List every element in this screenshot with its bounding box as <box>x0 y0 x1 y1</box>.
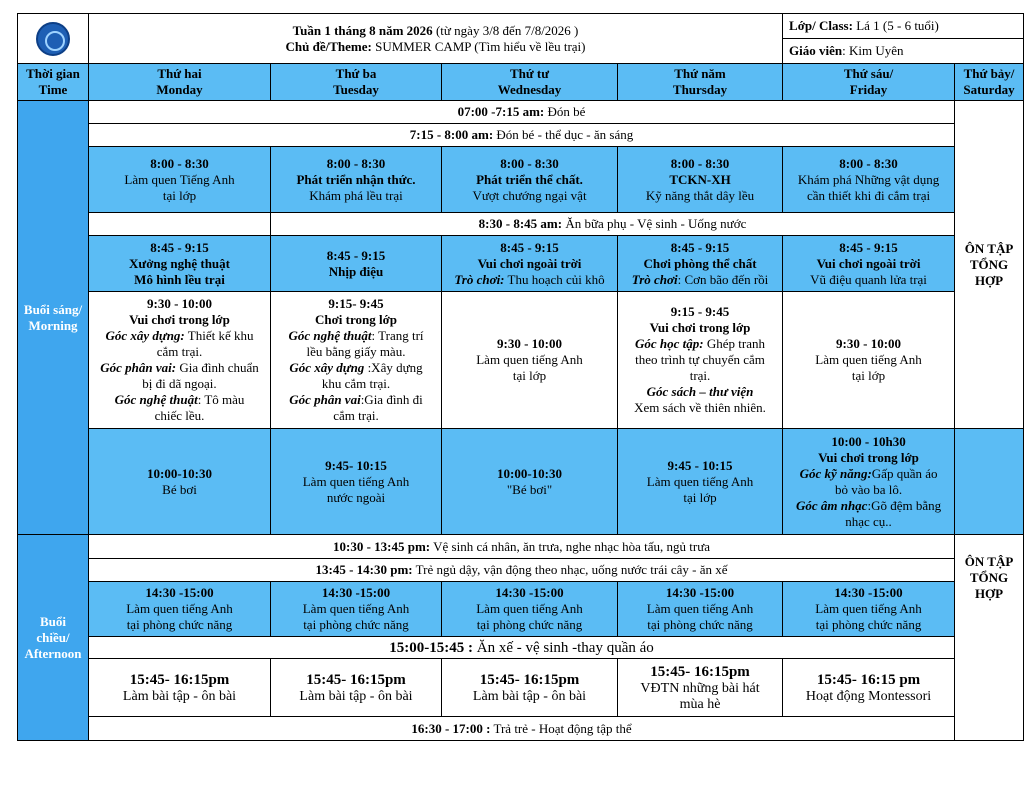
row-1030: 10:30 - 13:45 pm: Vệ sinh cá nhân, ăn trưa, nghe nhạc hòa tấu, ngủ trưa <box>89 535 955 559</box>
col-header-saturday: Thứ bảy/ Saturday <box>955 64 1024 101</box>
cell-0930-wednesday: 9:30 - 10:00 Làm quen tiếng Anh tại lớp <box>442 292 618 429</box>
cell-1545-friday: 15:45- 16:15 pm Hoạt động Montessori <box>783 659 955 717</box>
saturday-1000-blank <box>955 429 1024 535</box>
saturday-morning-review: ÔN TẬP TỔNG HỢP <box>955 101 1024 429</box>
row-0830: 8:30 - 8:45 am: Ăn bữa phụ - Vệ sinh - Uống nước <box>271 213 955 236</box>
cell-1000-wednesday: 10:00-10:30 "Bé bơi" <box>442 429 618 535</box>
class-value: Lá 1 (5 - 6 tuổi) <box>856 18 939 33</box>
cell-1545-monday: 15:45- 16:15pm Làm bài tập - ôn bài <box>89 659 271 717</box>
cell-0845-monday: 8:45 - 9:15 Xưởng nghệ thuật Mô hình lều trại <box>89 236 271 292</box>
col-header-wednesday: Thứ tư Wednesday <box>442 64 618 101</box>
row-1500: 15:00-15:45 : Ăn xế - vệ sinh -thay quần áo <box>89 637 955 659</box>
row-0715: 7:15 - 8:00 am: Đón bé - thể dục - ăn sáng <box>89 124 955 147</box>
row-1345: 13:45 - 14:30 pm: Trẻ ngủ dậy, vận động theo nhạc, uống nước trái cây - ăn xế <box>89 559 955 582</box>
cell-0800-monday: 8:00 - 8:30 Làm quen Tiếng Anh tại lớp <box>89 147 271 213</box>
teacher-value: : Kim Uyên <box>842 43 904 58</box>
row-0830-blank <box>89 213 271 236</box>
cell-0930-friday: 9:30 - 10:00 Làm quen tiếng Anh tại lớp <box>783 292 955 429</box>
cell-1430-friday: 14:30 -15:00 Làm quen tiếng Anh tại phòng chức năng <box>783 582 955 637</box>
cell-1430-wednesday: 14:30 -15:00 Làm quen tiếng Anh tại phòng chức năng <box>442 582 618 637</box>
cell-0845-tuesday: 8:45 - 9:15 Nhịp điệu <box>271 236 442 292</box>
cell-0945-tuesday: 9:45- 10:15 Làm quen tiếng Anh nước ngoài <box>271 429 442 535</box>
class-label: Lớp/ Class: <box>789 18 853 33</box>
col-header-time: Thời gian Time <box>18 64 89 101</box>
saturday-afternoon-review: ÔN TẬP TỔNG HỢP <box>955 535 1024 741</box>
cell-1545-tuesday: 15:45- 16:15pm Làm bài tập - ôn bài <box>271 659 442 717</box>
theme-label: Chủ đề/Theme: <box>285 38 372 54</box>
col-header-monday: Thứ hai Monday <box>89 64 271 101</box>
cell-1000-friday: 10:00 - 10h30 Vui chơi trong lớp Góc kỹ năng:Gấp quần áo bỏ vào ba lô. Góc âm nhạc:Gõ đệm bằng nhạc cụ.. <box>783 429 955 535</box>
cell-0800-thursday: 8:00 - 8:30 TCKN-XH Kỹ năng thắt dây lều <box>618 147 783 213</box>
week-title: Tuần 1 tháng 8 năm 2026 <box>292 22 433 38</box>
week-header <box>89 14 783 64</box>
class-cell <box>783 14 1024 39</box>
col-header-thursday: Thứ năm Thursday <box>618 64 783 101</box>
teacher-cell <box>783 39 1024 64</box>
row-0700: 07:00 -7:15 am: Đón bé <box>89 101 955 124</box>
cell-1430-tuesday: 14:30 -15:00 Làm quen tiếng Anh tại phòng chức năng <box>271 582 442 637</box>
cell-0800-wednesday: 8:00 - 8:30 Phát triển thể chất. Vượt chướng ngại vật <box>442 147 618 213</box>
cell-0930-monday: 9:30 - 10:00 Vui chơi trong lớp Góc xây dựng: Thiết kế khu cắm trại. Góc phân vai: Gia đình chuẩn bị đi dã ngoại. Góc nghệ thuật: Tô màu chiếc lều. <box>89 292 271 429</box>
school-logo-cell <box>18 14 89 64</box>
col-header-tuesday: Thứ ba Tuesday <box>271 64 442 101</box>
session-afternoon: Buổi chiều/ Afternoon <box>18 535 89 741</box>
row-1630: 16:30 - 17:00 : Trả trẻ - Hoạt động tập thể <box>89 717 955 741</box>
cell-1000-monday: 10:00-10:30 Bé bơi <box>89 429 271 535</box>
cell-1545-thursday: 15:45- 16:15pm VĐTN những bài hát mùa hè <box>618 659 783 717</box>
session-morning: Buổi sáng/ Morning <box>18 101 89 535</box>
cell-1430-thursday: 14:30 -15:00 Làm quen tiếng Anh tại phòng chức năng <box>618 582 783 637</box>
cell-0945-thursday: 9:45 - 10:15 Làm quen tiếng Anh tại lớp <box>618 429 783 535</box>
col-header-friday: Thứ sáu/ Friday <box>783 64 955 101</box>
cell-0930-tuesday: 9:15- 9:45 Chơi trong lớp Góc nghệ thuật: Trang trí lều bằng giấy màu. Góc xây dựng :Xây dựng khu cắm trại. Góc phân vai:Gia đình đi cắm trại. <box>271 292 442 429</box>
cell-0800-friday: 8:00 - 8:30 Khám phá Những vật dụng cần thiết khi đi cắm trại <box>783 147 955 213</box>
weekly-schedule-table <box>17 13 1024 741</box>
school-logo-icon <box>36 22 70 56</box>
cell-0800-tuesday: 8:00 - 8:30 Phát triển nhận thức. Khám phá lều trại <box>271 147 442 213</box>
cell-0845-thursday: 8:45 - 9:15 Chơi phòng thể chất Trò chơi: Cơn bão đến rồi <box>618 236 783 292</box>
cell-0845-friday: 8:45 - 9:15 Vui chơi ngoài trời Vũ điệu quanh lửa trại <box>783 236 955 292</box>
teacher-label: Giáo viên <box>789 43 843 58</box>
week-range: (từ ngày 3/8 đến 7/8/2026 ) <box>435 22 579 38</box>
cell-1430-monday: 14:30 -15:00 Làm quen tiếng Anh tại phòng chức năng <box>89 582 271 637</box>
cell-0845-wednesday: 8:45 - 9:15 Vui chơi ngoài trời Trò chơi: Thu hoạch củi khô <box>442 236 618 292</box>
schedule-wrapper <box>17 13 1024 741</box>
theme-value: SUMMER CAMP (Tìm hiểu về lều trại) <box>375 38 586 54</box>
cell-1545-wednesday: 15:45- 16:15pm Làm bài tập - ôn bài <box>442 659 618 717</box>
cell-0915-thursday: 9:15 - 9:45 Vui chơi trong lớp Góc học tập: Ghép tranh theo trình tự chuyến cắm trại. Góc sách – thư viện Xem sách về thiên nhiên. <box>618 292 783 429</box>
